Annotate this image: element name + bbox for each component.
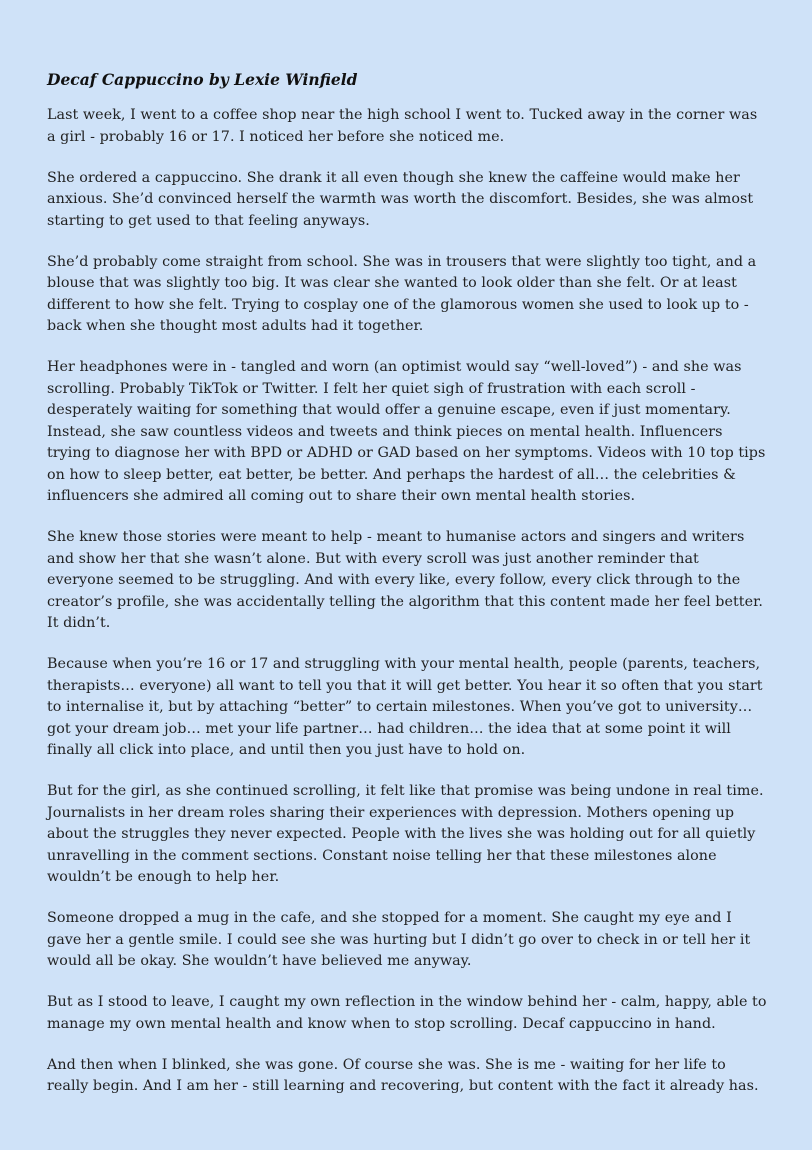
paragraph-7: But for the girl, as she continued scrolling, it felt like that promise was being undone in real time. Journalists in her dream roles sharing their experiences with depression. Mothers opening up about the struggles they never expected. People with the lives she was holding out for all quietly unravelling in the comment sections. Constant noise telling her that these milestones alone wouldn’t be enough to help her. bbox=[47, 783, 764, 885]
paragraph-6: Because when you’re 16 or 17 and struggling with your mental health, people (parents, teachers, therapists… everyone) all want to tell you that it will get better. You hear it so often that you start to internalise it, but by attaching “better” to certain milestones. When you’ve got to university… got your dream job… met your life partner… had children… the idea that at some point it will finally all click into place, and until then you just have to hold on. bbox=[47, 656, 763, 758]
paragraph-3: She’d probably come straight from school. She was in trousers that were slightly too tight, and a blouse that was slightly too big. It was clear she wanted to look older than she felt. Or at least different to how she felt. Trying to cosplay one of the glamorous women she used to look up to - back when she thought most adults had it together. bbox=[47, 253, 757, 334]
paragraph-9: But as I stood to leave, I caught my own reflection in the window behind her - calm, happy, able to manage my own mental health and know when to stop scrolling. Decaf cappuccino in hand. bbox=[47, 994, 767, 1032]
paragraph-8: Someone dropped a mug in the cafe, and she stopped for a moment. She caught my eye and I gave her a gentle smile. I could see she was hurting but I didn’t go over to check in or tell her it would all be okay. She wouldn’t have believed me anyway. bbox=[47, 910, 751, 969]
paragraph-2: She ordered a cappuccino. She drank it all even though she knew the caffeine would make her anxious. She’d convinced herself the warmth was worth the discomfort. Besides, she was almost starting to get used to that feeling anyways. bbox=[47, 169, 754, 229]
paragraph-1: Last week, I went to a coffee shop near the high school I went to. Tucked away in the corner was a girl - probably 16 or 17. I noticed her before she noticed me. bbox=[47, 107, 758, 145]
paragraph-10: And then when I blinked, she was gone. Of course she was. She is me - waiting for her life to really begin. And I am her - still learning and recovering, but content with the fact it already has. bbox=[47, 1056, 759, 1094]
paragraph-4: Her headphones were in - tangled and worn (an optimist would say “well-loved”) - and she was scrolling. Probably TikTok or Twitter. I felt her quiet sigh of frustration with each scroll - desperately waiting for something that would offer a genuine escape, even if just momentary. Instead, she saw countless videos and tweets and think pieces on mental health. Influencers trying to diagnose her with BPD or ADHD or GAD based on her symptoms. Videos with 10 top tips on how to sleep better, eat better, be better. And perhaps the hardest of all… the celebrities & influencers she admired all coming out to share their own mental health stories. bbox=[47, 359, 766, 504]
paragraph-5: She knew those stories were meant to help - meant to humanise actors and singers and writers and show her that she wasn’t alone. But with every scroll was just another reminder that everyone seemed to be struggling. And with every like, every follow, every click through to the creator’s profile, she was accidentally telling the algorithm that this content made her feel better. It didn’t. bbox=[47, 529, 764, 631]
document-title: Decaf Cappuccino by Lexie Winfield bbox=[47, 70, 358, 89]
